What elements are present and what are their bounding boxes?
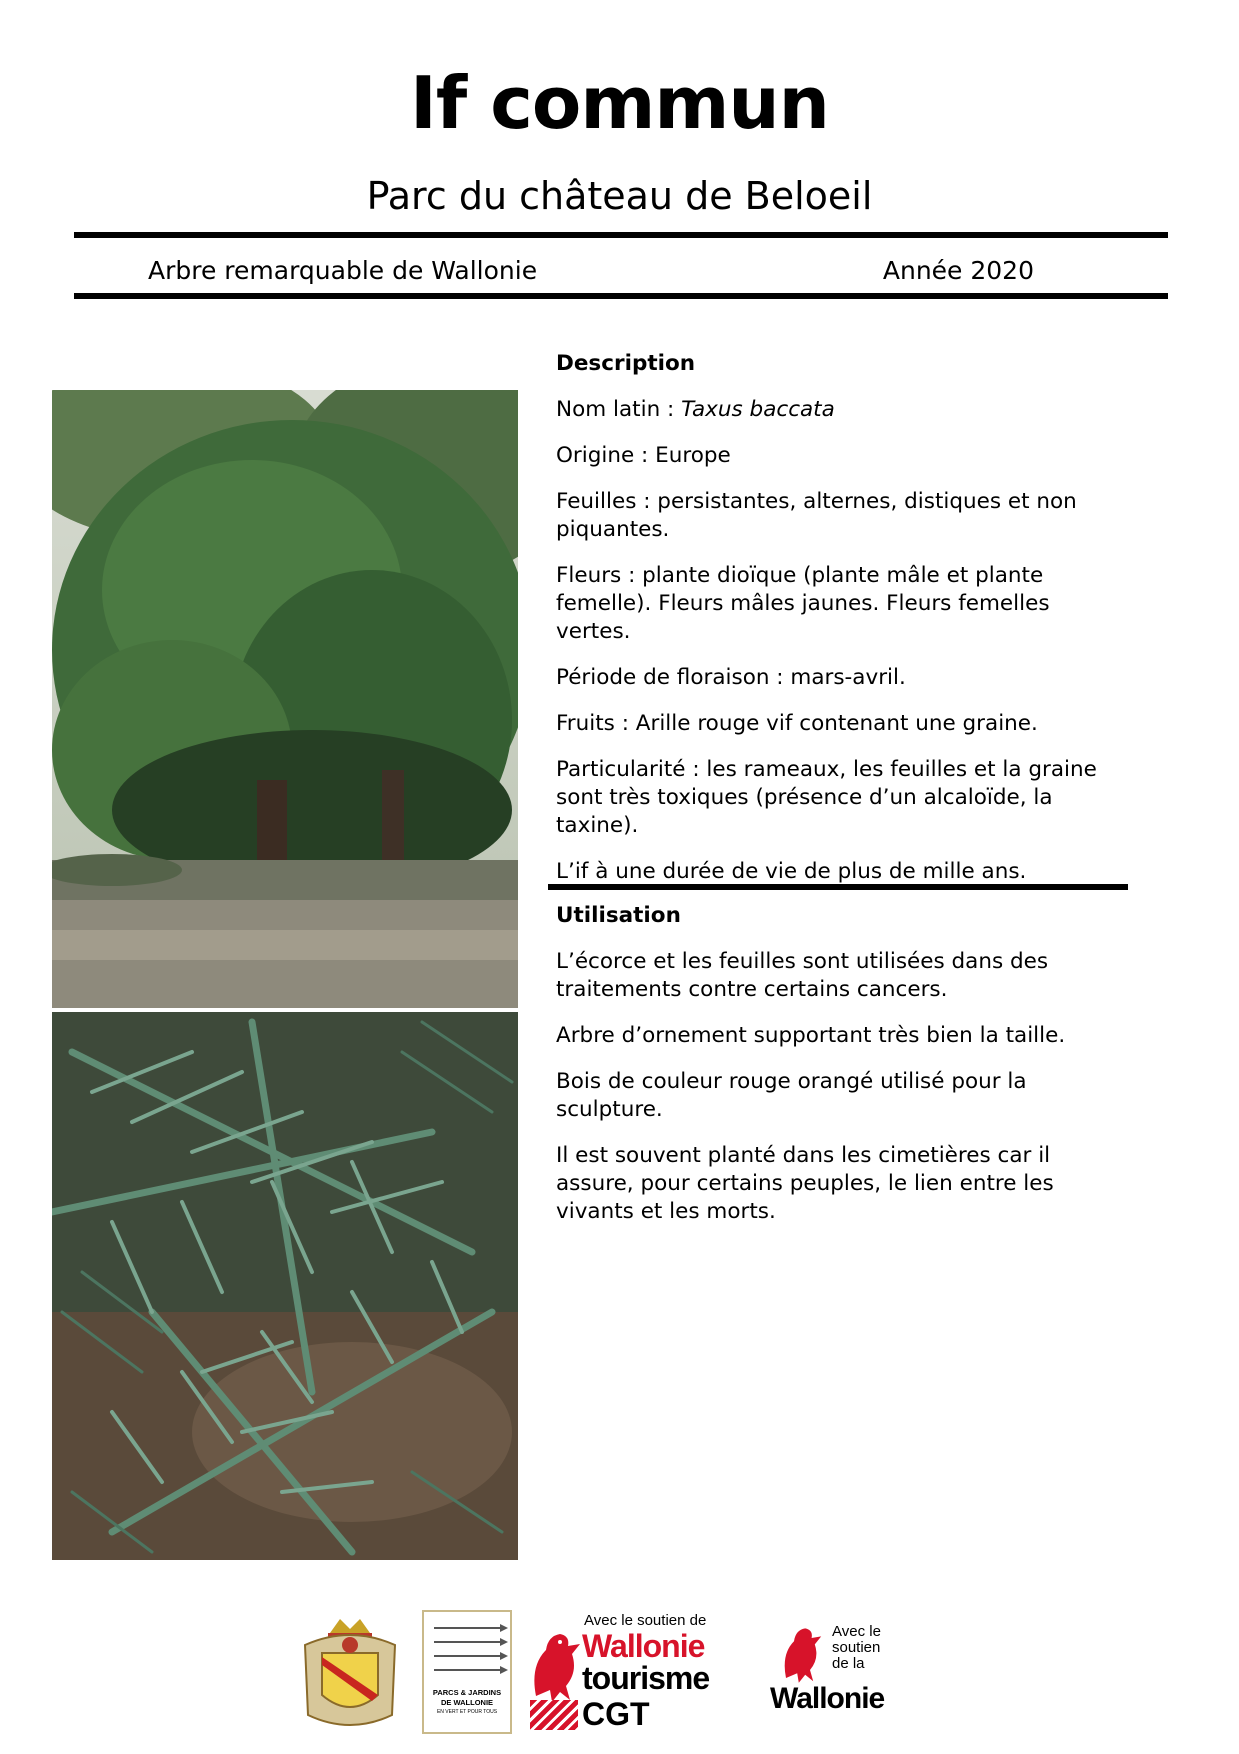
parcs-jardins-line2: DE WALLONIE — [440, 1698, 494, 1707]
partner-logos — [300, 1610, 920, 1730]
description-item: L’if à une durée de vie de plus de mille ans. — [556, 859, 1027, 884]
description-section — [556, 350, 1116, 904]
tourism-cgt-text: CGT — [582, 1696, 650, 1732]
wallonie-support-line3: de la — [832, 1655, 865, 1672]
tourism-tourisme-text: tourisme — [582, 1660, 710, 1696]
parcs-jardins-line3: EN VERT ET POUR TOUS — [436, 1709, 498, 1715]
description-heading: Description — [556, 351, 696, 376]
utilisation-item: Il est souvent planté dans les cimetières car il assure, pour certains peuples, le lien entre les vivants et les morts. — [556, 1143, 1054, 1224]
wallonie-support-name: Wallonie — [770, 1682, 885, 1715]
band-label-left: Arbre remarquable de Wallonie — [148, 256, 538, 285]
description-item: Particularité : les rameaux, les feuilles et la graine sont très toxiques (présence d’un alcaloïde, la taxine). — [556, 757, 1097, 838]
description-item: Feuilles : persistantes, alternes, distiques et non piquantes. — [556, 489, 1077, 542]
rooster-icon — [534, 1634, 580, 1702]
latin-name-line: Nom latin : Taxus baccata — [556, 397, 835, 422]
page-subtitle: Parc du château de Beloeil — [366, 174, 873, 218]
rooster-icon — [785, 1628, 822, 1682]
page-title: If commun — [410, 61, 829, 145]
utilisation-heading: Utilisation — [556, 903, 681, 928]
latin-name: Taxus baccata — [681, 397, 835, 422]
yew-needles-photo — [52, 1012, 518, 1560]
header-top-rule — [74, 232, 1168, 238]
parcs-jardins-line1: PARCS & JARDINS — [432, 1688, 502, 1697]
band-label-year: Année 2020 — [882, 256, 1034, 285]
description-item: Fruits : Arille rouge vif contenant une graine. — [556, 711, 1038, 736]
tourism-wallonie-text: Wallonie — [582, 1628, 705, 1664]
utilisation-section — [556, 902, 1116, 1244]
header-bottom-rule — [74, 293, 1168, 299]
wallonie-tourisme-logo — [526, 1610, 716, 1734]
utilisation-item: Bois de couleur rouge orangé utilisé pour la sculpture. — [556, 1069, 1027, 1122]
description-item: Fleurs : plante dioïque (plante mâle et plante femelle). Fleurs mâles jaunes. Fleurs femelles vertes. — [556, 563, 1050, 644]
section-divider — [548, 884, 1128, 890]
utilisation-item: L’écorce et les feuilles sont utilisées dans des traitements contre certains cancers. — [556, 949, 1049, 1002]
cgt-stripes-icon — [530, 1700, 578, 1730]
parcs-jardins-logo — [422, 1610, 512, 1734]
wallonie-support-line1: Avec le — [832, 1623, 881, 1640]
yew-tree-photo — [52, 390, 518, 1008]
wallonie-support-logo — [770, 1620, 910, 1730]
coat-of-arms-logo — [300, 1615, 400, 1735]
utilisation-item: Arbre d’ornement supportant très bien la taille. — [556, 1023, 1066, 1048]
description-item: Période de floraison : mars-avril. — [556, 665, 906, 690]
tourism-support-text: Avec le soutien de — [584, 1612, 707, 1629]
description-item: Origine : Europe — [556, 443, 731, 468]
wallonie-support-line2: soutien — [832, 1639, 881, 1656]
